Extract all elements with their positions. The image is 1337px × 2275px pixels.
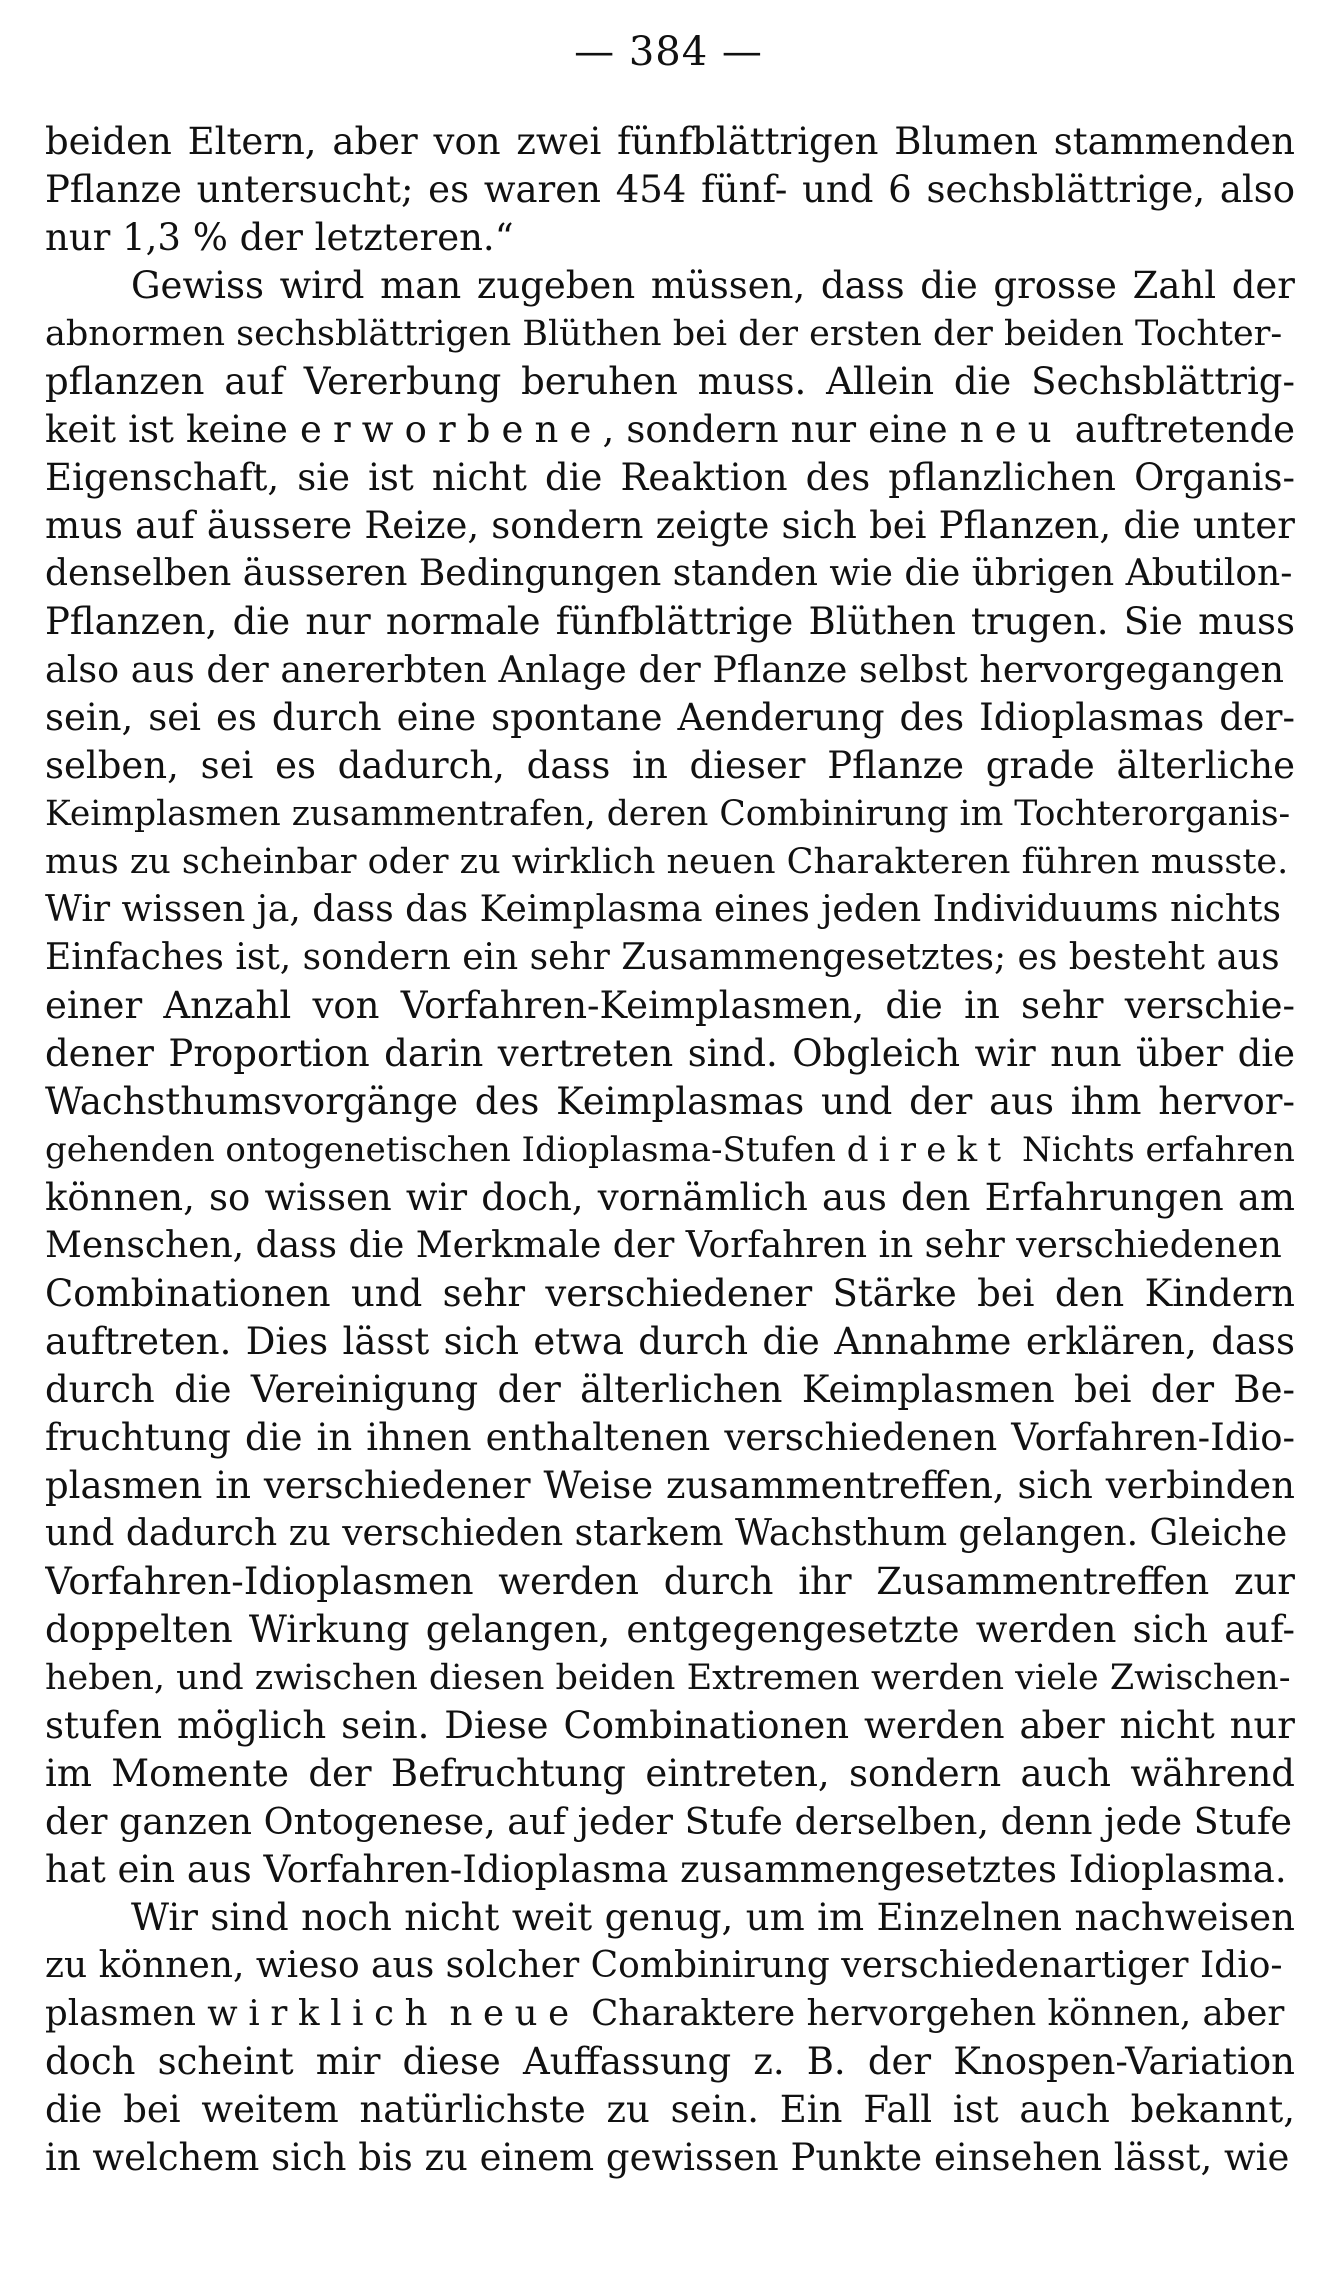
emphasis-text: direkt — [846, 1130, 1012, 1170]
emphasis-text: neue — [449, 1993, 580, 2034]
text-line — [45, 1750, 1295, 1798]
text-line — [45, 1702, 1295, 1750]
text-segment: auftretende — [1062, 408, 1295, 451]
text-line — [45, 742, 1295, 790]
text-segment: plasmen — [45, 1993, 208, 2034]
text-segment: der ganzen Ontogenese, auf jeder Stufe derselben, denn jede Stufe — [45, 1800, 1292, 1843]
text-line — [45, 1462, 1295, 1510]
emphasis-text: erworbene — [300, 408, 603, 451]
text-line — [45, 454, 1295, 502]
text-line — [45, 646, 1295, 694]
text-segment: einer Anzahl von Vorfahren-Keimplasmen, die in sehr verschie- — [45, 984, 1295, 1027]
text-line — [45, 262, 1295, 310]
text-line — [45, 1606, 1295, 1654]
text-segment: , sondern nur eine — [602, 408, 960, 451]
text-segment: können, so wissen wir doch, vornämlich aus den Erfahrungen am — [45, 1176, 1295, 1219]
text-line — [45, 118, 1295, 166]
text-line — [45, 550, 1295, 598]
text-line — [45, 2086, 1295, 2134]
text-segment: Wachsthumsvorgänge des Keimplasmas und der aus ihm hervor- — [45, 1080, 1295, 1123]
text-segment: Menschen, dass die Merkmale der Vorfahren in sehr verschiedenen — [45, 1225, 1282, 1266]
text-segment: Keimplasmen zusammentrafen, deren Combinirung im Tochterorganis- — [45, 794, 1291, 834]
body-text — [45, 118, 1295, 2182]
text-segment: zu können, wieso aus solcher Combinirung verschiedenartiger Idio- — [45, 1945, 1283, 1986]
text-segment: hat ein aus Vorfahren-Idioplasma zusammengesetztes Idioplasma. — [45, 1848, 1287, 1891]
text-line — [45, 982, 1295, 1030]
text-segment — [438, 1993, 449, 2034]
text-line — [45, 694, 1295, 742]
text-line — [45, 790, 1295, 838]
text-segment: dener Proportion darin vertreten sind. Obgleich wir nun über die — [45, 1032, 1295, 1075]
text-segment: selben, sei es dadurch, dass in dieser Pflanze grade älterliche — [45, 744, 1295, 787]
text-segment: Charaktere hervorgehen können, aber — [579, 1993, 1285, 2034]
text-line — [45, 1894, 1295, 1942]
text-line — [45, 2134, 1295, 2182]
text-segment: Pflanzen, die nur normale fünfblättrige Blüthen trugen. Sie muss — [45, 600, 1295, 643]
text-segment: Vorfahren-Idioplasmen werden durch ihr Zusammentreffen zur — [45, 1560, 1295, 1603]
text-line — [45, 1366, 1295, 1414]
text-segment: Gewiss wird man zugeben müssen, dass die grosse Zahl der — [131, 264, 1295, 307]
text-segment: in welchem sich bis zu einem gewissen Punkte einsehen lässt, wie — [45, 2136, 1290, 2179]
text-segment: im Momente der Befruchtung eintreten, sondern auch während — [45, 1752, 1295, 1795]
text-line — [45, 1222, 1295, 1270]
text-line — [45, 598, 1295, 646]
text-line — [45, 310, 1295, 358]
text-line — [45, 1414, 1295, 1462]
text-line — [45, 1078, 1295, 1126]
text-line — [45, 1654, 1295, 1702]
text-line — [45, 934, 1295, 982]
text-line — [45, 1270, 1295, 1318]
text-segment: durch die Vereinigung der älterlichen Keimplasmen bei der Be- — [45, 1368, 1295, 1411]
text-line — [45, 1846, 1295, 1894]
text-line — [45, 502, 1295, 550]
text-segment: doch scheint mir diese Auffassung z. B. der Knospen-Variation — [45, 2040, 1295, 2083]
text-line — [45, 1126, 1295, 1174]
text-segment: gehenden ontogenetischen Idioplasma-Stufen — [45, 1130, 847, 1170]
text-segment: Eigenschaft, sie ist nicht die Reaktion des pflanzlichen Organis- — [45, 456, 1295, 499]
text-segment: Pflanze untersucht; es waren 454 fünf- und 6 sechsblättrige, also — [45, 168, 1295, 211]
text-line — [45, 1510, 1295, 1558]
text-segment: Wir wissen ja, dass das Keimplasma eines jeden Individuums nichts — [45, 889, 1281, 930]
text-segment: fruchtung die in ihnen enthaltenen verschiedenen Vorfahren-Idio- — [45, 1416, 1295, 1459]
text-segment: also aus der anererbten Anlage der Pflanze selbst hervorgegangen — [45, 648, 1285, 691]
text-segment: beiden Eltern, aber von zwei fünfblättrigen Blumen stammenden — [45, 120, 1295, 163]
text-segment: plasmen in verschiedener Weise zusammentreffen, sich verbinden — [45, 1464, 1295, 1507]
text-segment: heben, und zwischen diesen beiden Extremen werden viele Zwischen- — [45, 1658, 1291, 1698]
text-line — [45, 886, 1295, 934]
text-segment: pflanzen auf Vererbung beruhen muss. Allein die Sechsblättrig- — [45, 360, 1295, 403]
text-segment: stufen möglich sein. Diese Combinationen werden aber nicht nur — [45, 1704, 1295, 1747]
text-line — [45, 1942, 1295, 1990]
text-line — [45, 214, 1295, 262]
text-line — [45, 1990, 1295, 2038]
text-line — [45, 1558, 1295, 1606]
text-segment: auftreten. Dies lässt sich etwa durch die Annahme erklären, dass — [45, 1320, 1295, 1363]
text-line — [45, 1318, 1295, 1366]
text-segment: Combinationen und sehr verschiedener Stärke bei den Kindern — [45, 1272, 1295, 1315]
text-segment: und dadurch zu verschieden starkem Wachsthum gelangen. Gleiche — [45, 1513, 1288, 1554]
text-segment: abnormen sechsblättrigen Blüthen bei der ersten der beiden Tochter- — [45, 314, 1283, 354]
text-line — [45, 838, 1295, 886]
text-segment: nur 1,3 % der letzteren.“ — [45, 216, 514, 259]
emphasis-text: wirklich — [207, 1993, 439, 2034]
text-line — [45, 358, 1295, 406]
text-line — [45, 1174, 1295, 1222]
text-line — [45, 166, 1295, 214]
text-segment: mus auf äussere Reize, sondern zeigte sich bei Pflanzen, die unter — [45, 504, 1295, 547]
text-segment: doppelten Wirkung gelangen, entgegengesetzte werden sich auf- — [45, 1608, 1295, 1651]
text-segment: mus zu scheinbar oder zu wirklich neuen Charakteren führen musste. — [45, 842, 1289, 882]
text-segment: sein, sei es durch eine spontane Aenderung des Idioplasmas der- — [45, 696, 1295, 739]
text-segment: Wir sind noch nicht weit genug, um im Einzelnen nachweisen — [131, 1896, 1295, 1939]
text-segment: Einfaches ist, sondern ein sehr Zusammengesetztes; es besteht aus — [45, 937, 1280, 978]
emphasis-text: neu — [959, 408, 1063, 451]
text-segment: denselben äusseren Bedingungen standen wie die übrigen Abutilon- — [45, 553, 1293, 594]
text-segment: Nichts erfahren — [1011, 1130, 1295, 1170]
text-segment: keit ist keine — [45, 408, 301, 451]
text-segment: die bei weitem natürlichste zu sein. Ein Fall ist auch bekannt, — [45, 2088, 1295, 2131]
text-line — [45, 406, 1295, 454]
text-line — [45, 1798, 1295, 1846]
text-line — [45, 1030, 1295, 1078]
text-line — [45, 2038, 1295, 2086]
page-number: — 384 — — [574, 29, 763, 75]
